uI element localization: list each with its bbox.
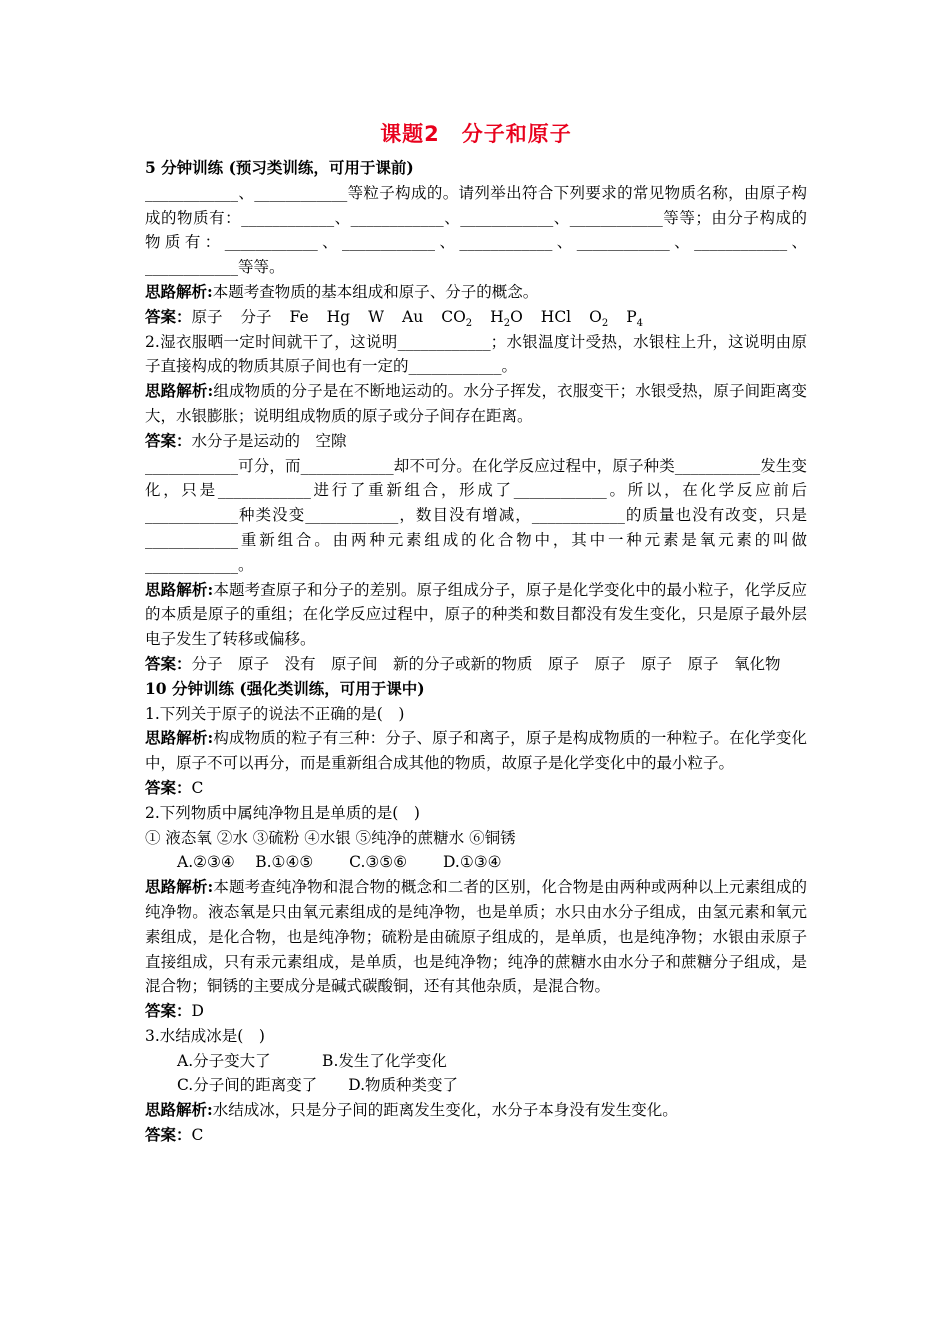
answer-label: 答案： — [145, 430, 192, 450]
answer-text: 水分子是运动的 空隙 — [191, 431, 347, 450]
section-heading-10min: 10 分钟训练 (强化类训练，可用于课中) — [145, 678, 425, 698]
formula-p4: $P_4$ — [626, 307, 644, 329]
answer — [145, 1123, 807, 1148]
answer-label: 答案： — [145, 306, 192, 326]
answer-value: Au — [402, 307, 424, 326]
document-page — [145, 118, 807, 1148]
analysis — [145, 379, 807, 429]
question-stem: 2.下列物质中属纯净物且是单质的是( ) — [145, 803, 420, 822]
analysis — [145, 726, 807, 776]
answer-value: 原子 — [191, 307, 223, 326]
formula-h2o: $H_2O$ — [490, 307, 523, 329]
answer-text: C — [191, 778, 204, 797]
answer-options: C.分子间的距离变了 D.物质种类变了 — [177, 1076, 459, 1095]
analysis-label: 思路解析: — [145, 1100, 213, 1120]
analysis-label: 思路解析: — [145, 877, 214, 897]
answer-value: Fe — [289, 307, 309, 326]
question-stem: ____________可分，而____________却不可分。在化学反应过程中，原子种类___________发生变化，只是____________进行了重新组合，形成了____________。所以，在化学反应前后____________种类没变____________，数目没有增减，____________的质量也没有改变，只是____________重新组合。由两种元素组成的化合物中，其中一种元素是氧元素的叫做____________。 — [145, 456, 807, 574]
answer-text: 分子 原子 没有 原子间 新的分子或新的物质 原子 原子 原子 原子 氧化物 — [191, 654, 781, 673]
formula-hcl: HCl — [540, 307, 572, 326]
answer-label: 答案： — [145, 1001, 192, 1021]
question-items: ① 液态氧 ②水 ③硫粉 ④水银 ⑤纯净的蔗糖水 ⑥铜锈 — [145, 828, 516, 847]
analysis-text: 组成物质的分子是在不断地运动的。水分子挥发，衣服变干；水银受热，原子间距离变大，水银膨胀；说明组成物质的原子或分子间存在距离。 — [145, 382, 807, 425]
answer-options: A.②③④ B.①④⑤ C.③⑤⑥ D.①③④ — [177, 853, 502, 872]
question-stem: 1.下列关于原子的说法不正确的是( ) — [145, 704, 405, 723]
answer-value: Hg — [326, 307, 351, 326]
answer-options: A.分子变大了 B.发生了化学变化 — [177, 1051, 447, 1070]
answer-value: 分子 — [240, 307, 272, 326]
formula-o2: $O_2$ — [589, 307, 609, 329]
section-heading-5min: 5 分钟训练 (预习类训练，可用于课前) — [145, 158, 414, 177]
formula-co2: $CO_2$ — [441, 307, 473, 329]
analysis-text: 水结成冰，只是分子间的距离发生变化，水分子本身没有发生变化。 — [212, 1101, 678, 1120]
analysis-label: 思路解析: — [145, 728, 214, 748]
answer-label: 答案： — [145, 653, 192, 673]
analysis-label: 思路解析: — [145, 579, 214, 599]
answer — [145, 652, 807, 677]
answer-text: D — [191, 1002, 204, 1021]
answer — [145, 429, 807, 454]
analysis-text: 本题考查纯净物和混合物的概念和二者的区别，化合物是由两种或两种以上元素组成的纯净物。液态氧是只由氧元素组成的是纯净物，也是单质；水只由水分子组成，由氢元素和氧元素组成，是化合物，也是纯净物；硫粉是由硫原子组成的，是单质，也是纯净物；水银由汞原子直接组成，只有汞元素组成，是单质，也是纯净物；纯净的蔗糖水由水分子和蔗糖分子组成，是混合物；铜锈的主要成分是碱式碳酸铜，还有其他杂质，是混合物。 — [145, 878, 807, 996]
analysis-label: 思路解析: — [145, 381, 214, 401]
analysis — [145, 875, 807, 999]
answer — [145, 305, 807, 330]
answer-label: 答案： — [145, 1125, 192, 1145]
analysis — [145, 578, 807, 652]
answer — [145, 999, 807, 1024]
page-title: 课题2 分子和原子 — [380, 122, 572, 146]
analysis — [145, 1098, 807, 1123]
question-stem: 3.水结成冰是( ) — [145, 1026, 265, 1045]
analysis-text: 本题考查原子和分子的差别。原子组成分子，原子是化学变化中的最小粒子，化学反应的本质是原子的重组；在化学反应过程中，原子的种类和数目都没有发生变化，只是原子最外层电子发生了转移或偏移。 — [145, 580, 807, 649]
analysis-text: 本题考查物质的基本组成和原子、分子的概念。 — [212, 282, 539, 301]
answer-value: W — [368, 307, 385, 326]
answer-text: C — [191, 1126, 204, 1145]
answer-label: 答案： — [145, 777, 192, 797]
analysis-label: 思路解析: — [145, 281, 213, 301]
analysis-text: 构成物质的粒子有三种：分子、原子和离子，原子是构成物质的一种粒子。在化学变化中，原子不可以再分，而是重新组合成其他的物质，故原子是化学变化中的最小粒子。 — [145, 729, 807, 773]
answer — [145, 776, 807, 801]
question-stem: 2.湿衣服晒一定时间就干了，这说明____________；水银温度计受热，水银柱上升，这说明由原子直接构成的物质其原子间也有一定的____________。 — [145, 332, 807, 376]
analysis — [145, 280, 807, 305]
question-stem: ____________、____________等粒子构成的。请列举出符合下列要求的常见物质名称，由原子构成的物质有：____________、____________、____________、____________等等；由分子构成的物质有：____________、____________、____________、____________、____________、____________等等。 — [145, 183, 807, 277]
